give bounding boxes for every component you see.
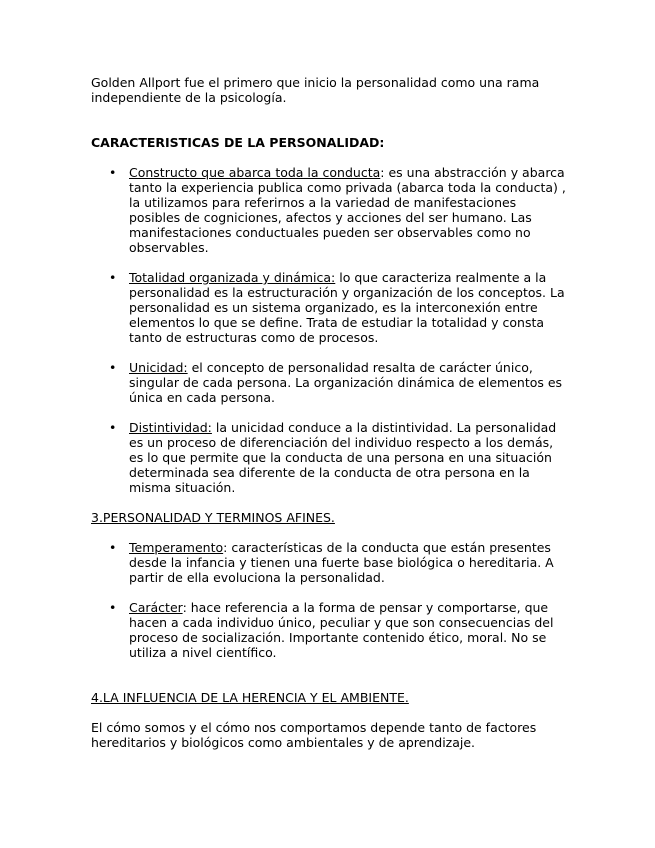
item-text: : es una abstracción y abarca tanto la experiencia publica como privada (abarca toda la conducta) , la utilizamos para referirnos a la variedad de manifestaciones posibles de cogniciones, afectos y acciones del ser humano. Las manifestaciones conductuales pueden ser observables como no observables.	[129, 165, 566, 255]
item-term: Constructo que abarca toda la conducta	[129, 165, 381, 180]
list-item	[91, 600, 571, 660]
list-item	[91, 165, 571, 255]
bullet-icon: •	[109, 420, 117, 435]
caracteristicas-list	[91, 165, 571, 495]
item-term: Unicidad:	[129, 360, 188, 375]
bullet-icon: •	[109, 600, 117, 615]
item-text: lo que caracteriza realmente a la personalidad es la estructuración y organización de los conceptos. La personalidad es un sistema organizado, es la interconexión entre elementos lo que se define. Trata de estudiar la totalidad y consta tanto de estructuras como de procesos.	[129, 270, 565, 345]
bullet-icon: •	[109, 165, 117, 180]
item-term: Distintividad:	[129, 420, 212, 435]
herencia-paragraph: El cómo somos y el cómo nos comportamos depende tanto de factores hereditarios y biológicos como ambientales y de aprendizaje.	[91, 720, 537, 750]
section-heading-terminos: 3.PERSONALIDAD Y TERMINOS AFINES.	[91, 510, 335, 525]
bullet-icon: •	[109, 270, 117, 285]
item-text: el concepto de personalidad resalta de carácter único, singular de cada persona. La organización dinámica de elementos es única en cada persona.	[129, 360, 563, 405]
bullet-icon: •	[109, 360, 117, 375]
item-text: la unicidad conduce a la distintividad. La personalidad es un proceso de diferenciación del individuo respecto a los demás, es lo que permite que la conducta de una persona en una situación determinada sea diferente de la conducta de otra persona en la misma situación.	[129, 420, 557, 495]
item-term: Temperamento	[129, 540, 224, 555]
list-item	[91, 540, 571, 585]
list-item	[91, 420, 571, 495]
terminos-list	[91, 540, 571, 660]
list-item	[91, 270, 571, 345]
list-item	[91, 360, 571, 405]
intro-paragraph: Golden Allport fue el primero que inicio la personalidad como una rama independiente de la psicología.	[91, 75, 540, 105]
item-term: Totalidad organizada y dinámica:	[129, 270, 336, 285]
bullet-icon: •	[109, 540, 117, 555]
item-text: : características de la conducta que están presentes desde la infancia y tienen una fuerte base biológica o hereditaria. A partir de ella evoluciona la personalidad.	[129, 540, 554, 585]
section-heading-caracteristicas: CARACTERISTICAS DE LA PERSONALIDAD:	[91, 135, 385, 150]
item-term: Carácter	[129, 600, 183, 615]
section-heading-herencia: 4.LA INFLUENCIA DE LA HERENCIA Y EL AMBIENTE.	[91, 690, 409, 705]
item-text: : hace referencia a la forma de pensar y comportarse, que hacen a cada individuo único, peculiar y que son consecuencias del proceso de socialización. Importante contenido ético, moral. No se utiliza a nivel científico.	[129, 600, 554, 660]
